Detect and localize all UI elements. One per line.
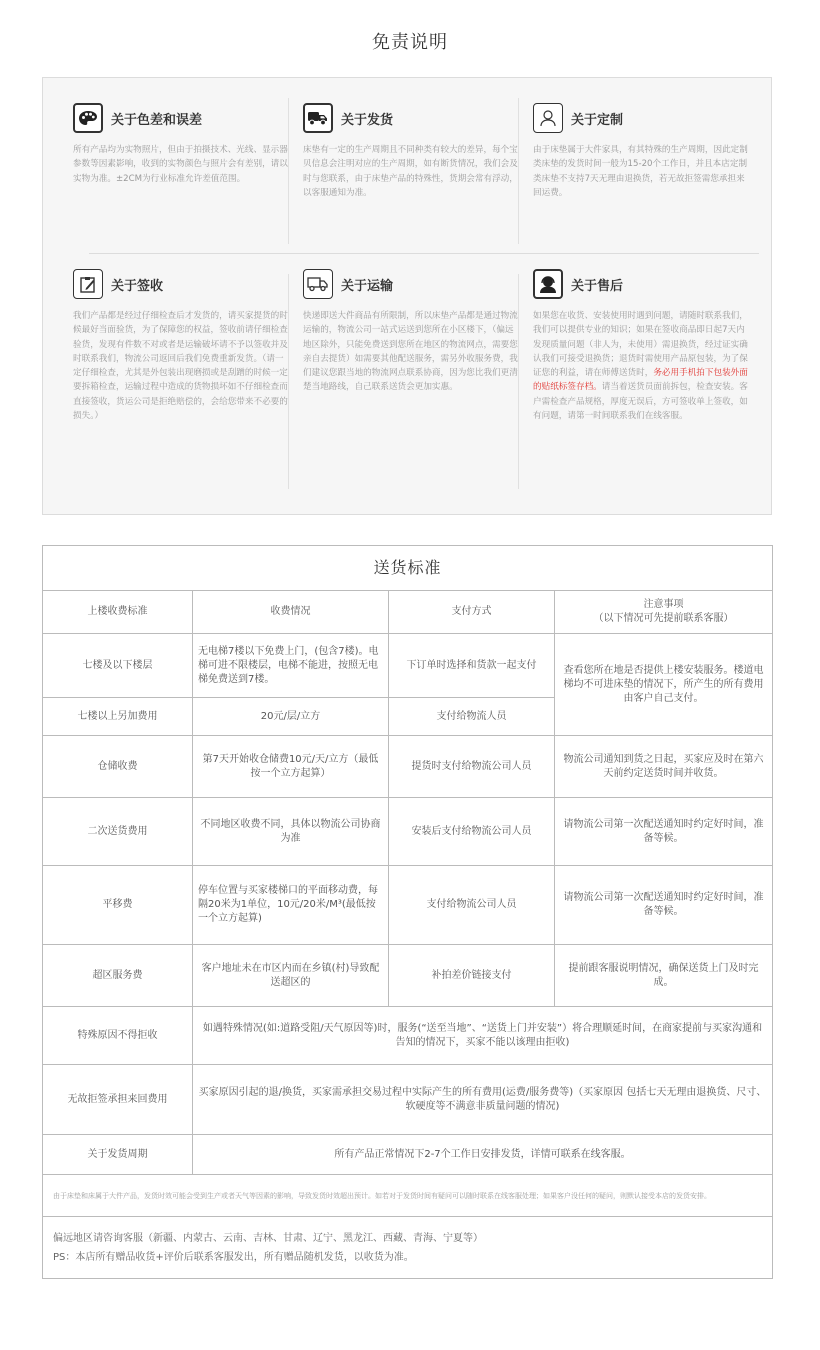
row-payment: 补拍差价链接支付 (389, 945, 555, 1007)
row-charge: 客户地址未在市区内而在乡镇(村)导致配送超区的 (193, 945, 389, 1007)
column-header-line: 注意事项 (643, 599, 684, 610)
row-note: 请物流公司第一次配送通知时约定好时间，准备等候。 (555, 798, 773, 866)
disclaimer-text-part: 如果您在收货、安装使用时遇到问题，请随时联系我们，我们可以提供专业的知识；如果在签收商品即日起7天内发现质量问题（非人为，未使用）需退换货，经过证实确认我们可接受退换货；退货时需使用产品原包装，为了保证您的利益，请在师傅送货时， (533, 311, 748, 379)
remote-area-notice (43, 1217, 773, 1279)
table-row (43, 1135, 773, 1175)
disclaimer-text-highlight: 务必用手机拍下包装外面的贴纸标签存档。 (533, 368, 748, 393)
row-name: 特殊原因不得拒收 (43, 1007, 193, 1065)
row-note: 提前跟客服说明情况，确保送货上门及时完成。 (555, 945, 773, 1007)
disclaimer-text: 快递即送大件商品有所限制，所以床垫产品都是通过物流运输的，物流公司一站式运送到您所在小区楼下，（偏远地区除外，只能免费送到您所在地区的物流网点，需要您亲自去提货）如需要其他配送服务，需另外收服务费，我们建议您跟当地的物流网点联系协商，因为您比我们更清楚当地路线，自己联系送货会更加实惠。 (303, 311, 518, 393)
row-description: 所有产品正常情况下2-7个工作日安排发货，详情可联系在线客服。 (193, 1135, 773, 1175)
table-row (43, 634, 773, 698)
table-row (43, 798, 773, 866)
column-header: 支付方式 (389, 591, 555, 634)
palette-icon (73, 103, 103, 133)
disclaimer-title: 关于定制 (571, 112, 624, 128)
disclaimer-color (73, 100, 291, 186)
row-name: 七楼以上另加费用 (43, 698, 193, 736)
truck-icon (303, 103, 333, 133)
disclaimer-after-sales (533, 266, 751, 423)
table-row (43, 736, 773, 798)
user-outline-icon (533, 103, 563, 133)
disclaimer-text: 所有产品均为实物照片，但由于拍摄技术、光线、显示器参数等因素影响，收到的实物颜色与照片会有差别，请以实物为准。±2CM为行业标准允许差值范围。 (73, 145, 288, 184)
disclaimer-shipping (303, 100, 521, 200)
delivery-standard-table (42, 545, 773, 1279)
disclaimer-title: 关于色差和误差 (111, 112, 203, 128)
row-name: 关于发货周期 (43, 1135, 193, 1175)
column-header (555, 591, 773, 634)
service-agent-icon (533, 269, 563, 299)
delivery-truck-icon (303, 269, 333, 299)
table-row (43, 1007, 773, 1065)
gift-ps-text: PS：本店所有赠品收货+评价后联系客服发出，所有赠品随机发货，以收货为准。 (53, 1251, 414, 1263)
row-name: 二次送货费用 (43, 798, 193, 866)
row-name: 七楼及以下楼层 (43, 634, 193, 698)
row-name: 平移费 (43, 866, 193, 945)
row-charge: 20元/层/立方 (193, 698, 389, 736)
row-note: 请物流公司第一次配送通知时约定好时间，准备等候。 (555, 866, 773, 945)
table-row (43, 945, 773, 1007)
row-payment: 下订单时选择和货款一起支付 (389, 634, 555, 698)
disclaimer-title: 关于签收 (111, 278, 164, 294)
row-payment: 提货时支付给物流公司人员 (389, 736, 555, 798)
table-row (43, 1065, 773, 1135)
row-payment: 安装后支付给物流公司人员 (389, 798, 555, 866)
disclaimer-sign (73, 266, 291, 423)
row-charge: 停车位置与买家楼梯口的平面移动费，每隔20米为1单位，10元/20米/M³(最低按一个立方起算) (193, 866, 389, 945)
row-name: 无故拒签承担来回费用 (43, 1065, 193, 1135)
row-name: 超区服务费 (43, 945, 193, 1007)
disclaimer-text: 由于床垫属于大件家具，有其特殊的生产周期，因此定制类床垫的发货时间一般为15-20个工作日，并且本店定制类床垫不支持7天无理由退换货，若无故拒签需您承担来回运费。 (533, 145, 748, 198)
row-description: 如遇特殊情况(如:道路受阻/天气原因等)时，服务(“送至当地”、“送货上门并安装”）将合理顺延时间，在商家提前与买家沟通和告知的情况下，买家不能以该理由拒收) (193, 1007, 773, 1065)
disclaimer-custom (533, 100, 751, 200)
row-name: 仓储收费 (43, 736, 193, 798)
row-note: 查看您所在地是否提供上楼安装服务。楼道电梯均不可进床垫的情况下，所产生的所有费用由客户自己支付。 (555, 634, 773, 736)
row-charge: 第7天开始收仓储费10元/天/立方（最低按一个立方起算） (193, 736, 389, 798)
table-footnote: 由于床垫和床属于大件产品，发货时效可能会受到生产或者天气等因素的影响，导致发货时效超出预计。如若对于发货时间有疑问可以随时联系在线客服处理；如果客户没任何的疑问，则默认接受本店的发货安排。 (43, 1175, 773, 1217)
row-description: 买家原因引起的退/换货，买家需承担交易过程中实际产生的所有费用(运费/服务费等)（买家原因 包括七天无理由退换货、尺寸、软硬度等不满意非质量问题的情况) (193, 1065, 773, 1135)
row-charge: 无电梯7楼以下免费上门，(包含7楼)。电梯可进不限楼层，电梯不能进，按照无电梯免费送到7楼。 (193, 634, 389, 698)
clipboard-edit-icon (73, 269, 103, 299)
page-title: 免责说明 (372, 32, 448, 53)
disclaimer-title: 关于运输 (341, 278, 394, 294)
disclaimer-text: 我们产品都是经过仔细检查后才发货的，请买家提货的时候最好当面验货，为了保障您的权益，签收前请仔细检查验货，发现有件数不对或者是运输破坏请不予以签收并及时联系我们，物流公司返回后我们免费重新发货。（请一定仔细检查，尤其是外包装出现磨损或是刮蹭的时候一定要拆箱检查，运输过程中造成的货物损坏如不仔细检查而直接签收，货运公司是拒绝赔偿的，会给您带来不必要的损失。） (73, 311, 288, 422)
column-header: 收费情况 (193, 591, 389, 634)
table-row (43, 866, 773, 945)
table-header-row (43, 591, 773, 634)
disclaimer-title: 关于发货 (341, 112, 394, 128)
disclaimer-text-part: 请当着送货员面前拆包，检查安装。客户需检查产品规格，厚度无误后，方可签收单上签收，如有问题，请第一时间联系我们在线客服。 (533, 382, 748, 422)
row-payment: 支付给物流公司人员 (389, 866, 555, 945)
disclaimer-text: 床垫有一定的生产周期且不同种类有较大的差异，每个宝贝信息会注明对应的生产周期，如有断货情况，我们会及时与您联系，由于床垫产品的特殊性，货期会常有浮动，以客服通知为准。 (303, 145, 518, 198)
disclaimer-text (533, 309, 751, 423)
column-header-line: （以下情况可先提前联系客服） (593, 613, 734, 624)
column-header: 上楼收费标准 (43, 591, 193, 634)
disclaimer-panel (42, 77, 772, 515)
table-title: 送货标准 (43, 546, 773, 591)
disclaimer-title: 关于售后 (571, 278, 624, 294)
row-note: 物流公司通知到货之日起，买家应及时在第六天前约定送货时间并收货。 (555, 736, 773, 798)
divider (89, 253, 759, 254)
disclaimer-transport (303, 266, 521, 395)
remote-area-text: 偏远地区请咨询客服（新疆、内蒙古、云南、吉林、甘肃、辽宁、黑龙江、西藏、青海、宁夏等） (53, 1232, 483, 1244)
row-charge: 不同地区收费不同，具体以物流公司协商为准 (193, 798, 389, 866)
row-payment: 支付给物流人员 (389, 698, 555, 736)
